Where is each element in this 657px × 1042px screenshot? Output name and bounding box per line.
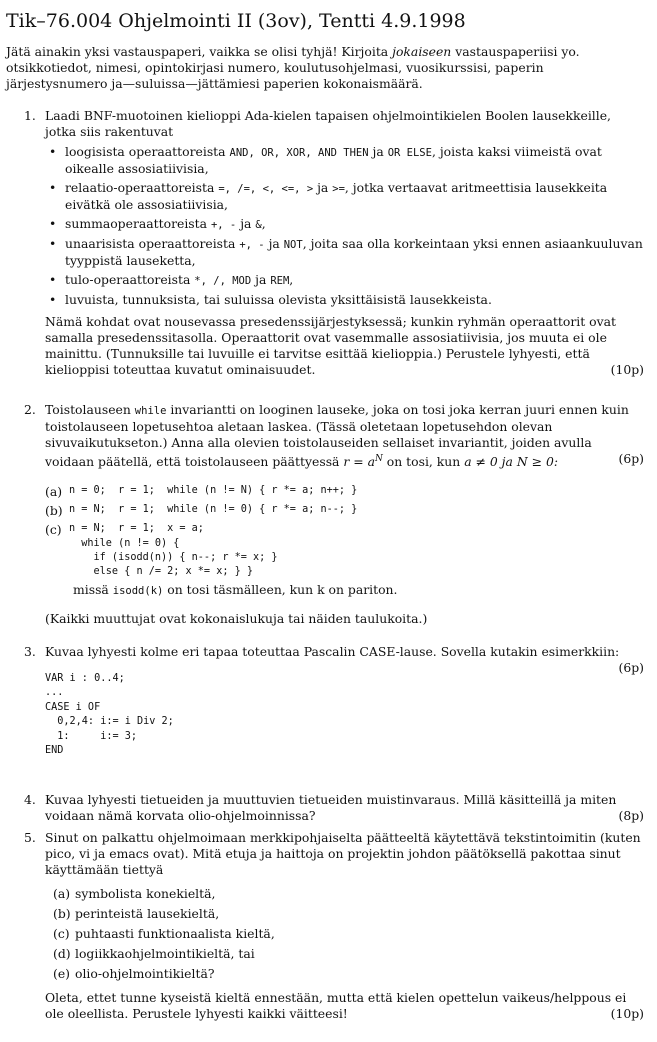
- page-title: Tik–76.004 Ohjelmointi II (3ov), Tentti 4.9.1998: [6, 10, 466, 32]
- question-4-text: Kuvaa lyhyesti tietueiden ja muuttuvien tietueiden muistinvaraus. Millä käsitteillä ja miten voidaan nämä korvata olio-ohjelmoinnissa? (8p): [45, 792, 644, 823]
- question-2-text: Toistolauseen while invariantti on looginen lauseke, joka on tosi joka kerran juuri ennen kuin toistolauseen lopetusehtoa aletaan laskea. (Tässä oletetaan lopetusehdon olevan sivuvaikutukseton.) Anna alla olevien toistolauseiden sellaiset invariantit, joiden avulla voidaan päätellä, että toistolauseen päättyessä $r = a^N$ on tosi, kun a ≠ 0 ja N ≥ 0: (6p): [45, 402, 644, 470]
- points: (6p): [618, 660, 644, 675]
- question-4: [24, 792, 644, 824]
- question-2: [24, 402, 644, 627]
- list-item: • summaoperaattoreista +, - ja &,: [49, 216, 266, 231]
- list-item: (b) perinteistä lausekieltä,: [53, 906, 220, 921]
- bullet-icon: •: [49, 292, 57, 307]
- question-2-note: (Kaikki muuttujat ovat kokonaislukuja tai näiden taulukoita.): [45, 610, 428, 626]
- question-5: [24, 830, 644, 1022]
- list-item: (c) puhtaasti funktionaalista kieltä,: [53, 926, 275, 941]
- bullet-icon: •: [49, 180, 57, 195]
- bullet-icon: •: [49, 236, 57, 251]
- list-item: (a) n = 0; r = 1; while (n != N) { r *= a; n++; }: [45, 484, 358, 500]
- points: (10p): [610, 362, 644, 377]
- question-3: [24, 644, 644, 758]
- list-item: (b) n = N; r = 1; while (n != 0) { r *= a; n--; }: [45, 503, 358, 519]
- list-item: • relaatio-operaattoreista =, /=, <, <=, > ja >=, jotka vertaavat aritmeettisia lausekkeita eivätkä ole assosiatiivisia,: [49, 180, 608, 212]
- question-number: 3.: [24, 644, 36, 659]
- question-number: 5.: [24, 830, 36, 845]
- isodd-note: missä isodd(k) on tosi täsmälleen, kun k on pariton.: [73, 581, 398, 597]
- list-item: • tulo-operaattoreista *, /, MOD ja REM,: [49, 272, 294, 287]
- question-number: 4.: [24, 792, 36, 807]
- question-number: 2.: [24, 402, 36, 417]
- operator-list: [45, 144, 644, 308]
- list-item: • luvuista, tunnuksista, tai suluissa olevista yksittäisistä lausekkeista.: [49, 292, 492, 307]
- question-5-closing: Oleta, ettet tunne kyseistä kieltä ennestään, mutta että kielen opettelun vaikeus/helppous ei ole oleellista. Perustele lyhyesti kaikki väitteesi! (10p): [45, 990, 644, 1021]
- instructions-text-1: Jätä ainakin yksi vastauspaperi, vaikka se olisi tyhjä! Kirjoita: [6, 44, 393, 59]
- bullet-icon: •: [49, 272, 57, 287]
- list-item: (d) logiikkaohjelmointikieltä, tai: [53, 946, 255, 961]
- question-3-text: Kuvaa lyhyesti kolme eri tapaa toteuttaa Pascalin CASE-lause. Sovella kutakin esimerkkiin: (6p): [45, 644, 644, 675]
- points: (10p): [610, 1006, 644, 1021]
- question-5-text: Sinut on palkattu ohjelmoimaan merkkipohjaiselta päätteeltä käytettävä tekstintoimitin (kuten pico, vi ja emacs ovat). Mitä etuja ja haittoja on projektin johdon päätöksellä pakottaa sinut käyttämään tiettyä: [45, 830, 641, 877]
- list-item: (a) symbolista konekieltä,: [53, 886, 216, 901]
- instructions: [6, 44, 646, 92]
- bullet-icon: •: [49, 216, 57, 231]
- list-item: (e) olio-ohjelmointikieltä?: [53, 966, 215, 981]
- points: (8p): [618, 808, 644, 823]
- points: (6p): [618, 451, 644, 466]
- bullet-icon: •: [49, 144, 57, 159]
- question-1: [24, 108, 644, 378]
- pascal-code: VAR i : 0..4; ... CASE i OF 0,2,4: i:= i Div 2; 1: i:= 3; END: [45, 673, 174, 757]
- instructions-emphasis: jokaiseen: [392, 44, 452, 59]
- question-number: 1.: [24, 108, 36, 123]
- language-list: [53, 886, 644, 982]
- list-item: (c) n = N; r = 1; x = a; while (n != 0) { if (isodd(n)) { n--; r *= x; } else { n /= 2; x *= x; } }: [45, 522, 278, 578]
- question-1-closing: Nämä kohdat ovat nousevassa presedenssijärjestyksessä; kunkin ryhmän operaattorit ovat samalla presedenssitasolla. Operaattorit ovat vasemmalle assosiatiivisia, jos muuta ei ole mainittu. (Tunnuksille tai luvuille ei tarvitse esittää kielioppia.) Perustele lyhyesti, että kielioppisi toteuttaa kuvatut ominaisuudet. (10p): [45, 314, 644, 377]
- question-1-lead: Laadi BNF-muotoinen kielioppi Ada-kielen tapaisen ohjelmointikielen Boolen lausekkeille, jotka siis rakentuvat: [45, 108, 611, 139]
- instructions-text-2: vastauspaperiisi yo. otsikkotiedot, nimesi, opintokirjasi numero, koulutusohjelmasi, vuosikurssisi, paperin järjestysnumero ja—suluissa—jättämiesi paperien kokonaismäärä.: [6, 44, 580, 91]
- list-item: • unaarisista operaattoreista +, - ja NOT, joita saa olla korkeintaan yksi ennen asiaankuuluvan tyyppistä lauseketta,: [49, 236, 643, 268]
- invariant-items: [45, 484, 644, 599]
- list-item: • loogisista operaattoreista AND, OR, XOR, AND THEN ja OR ELSE, joista kaksi viimeistä ovat oikealle assosiatiivisia,: [49, 144, 602, 176]
